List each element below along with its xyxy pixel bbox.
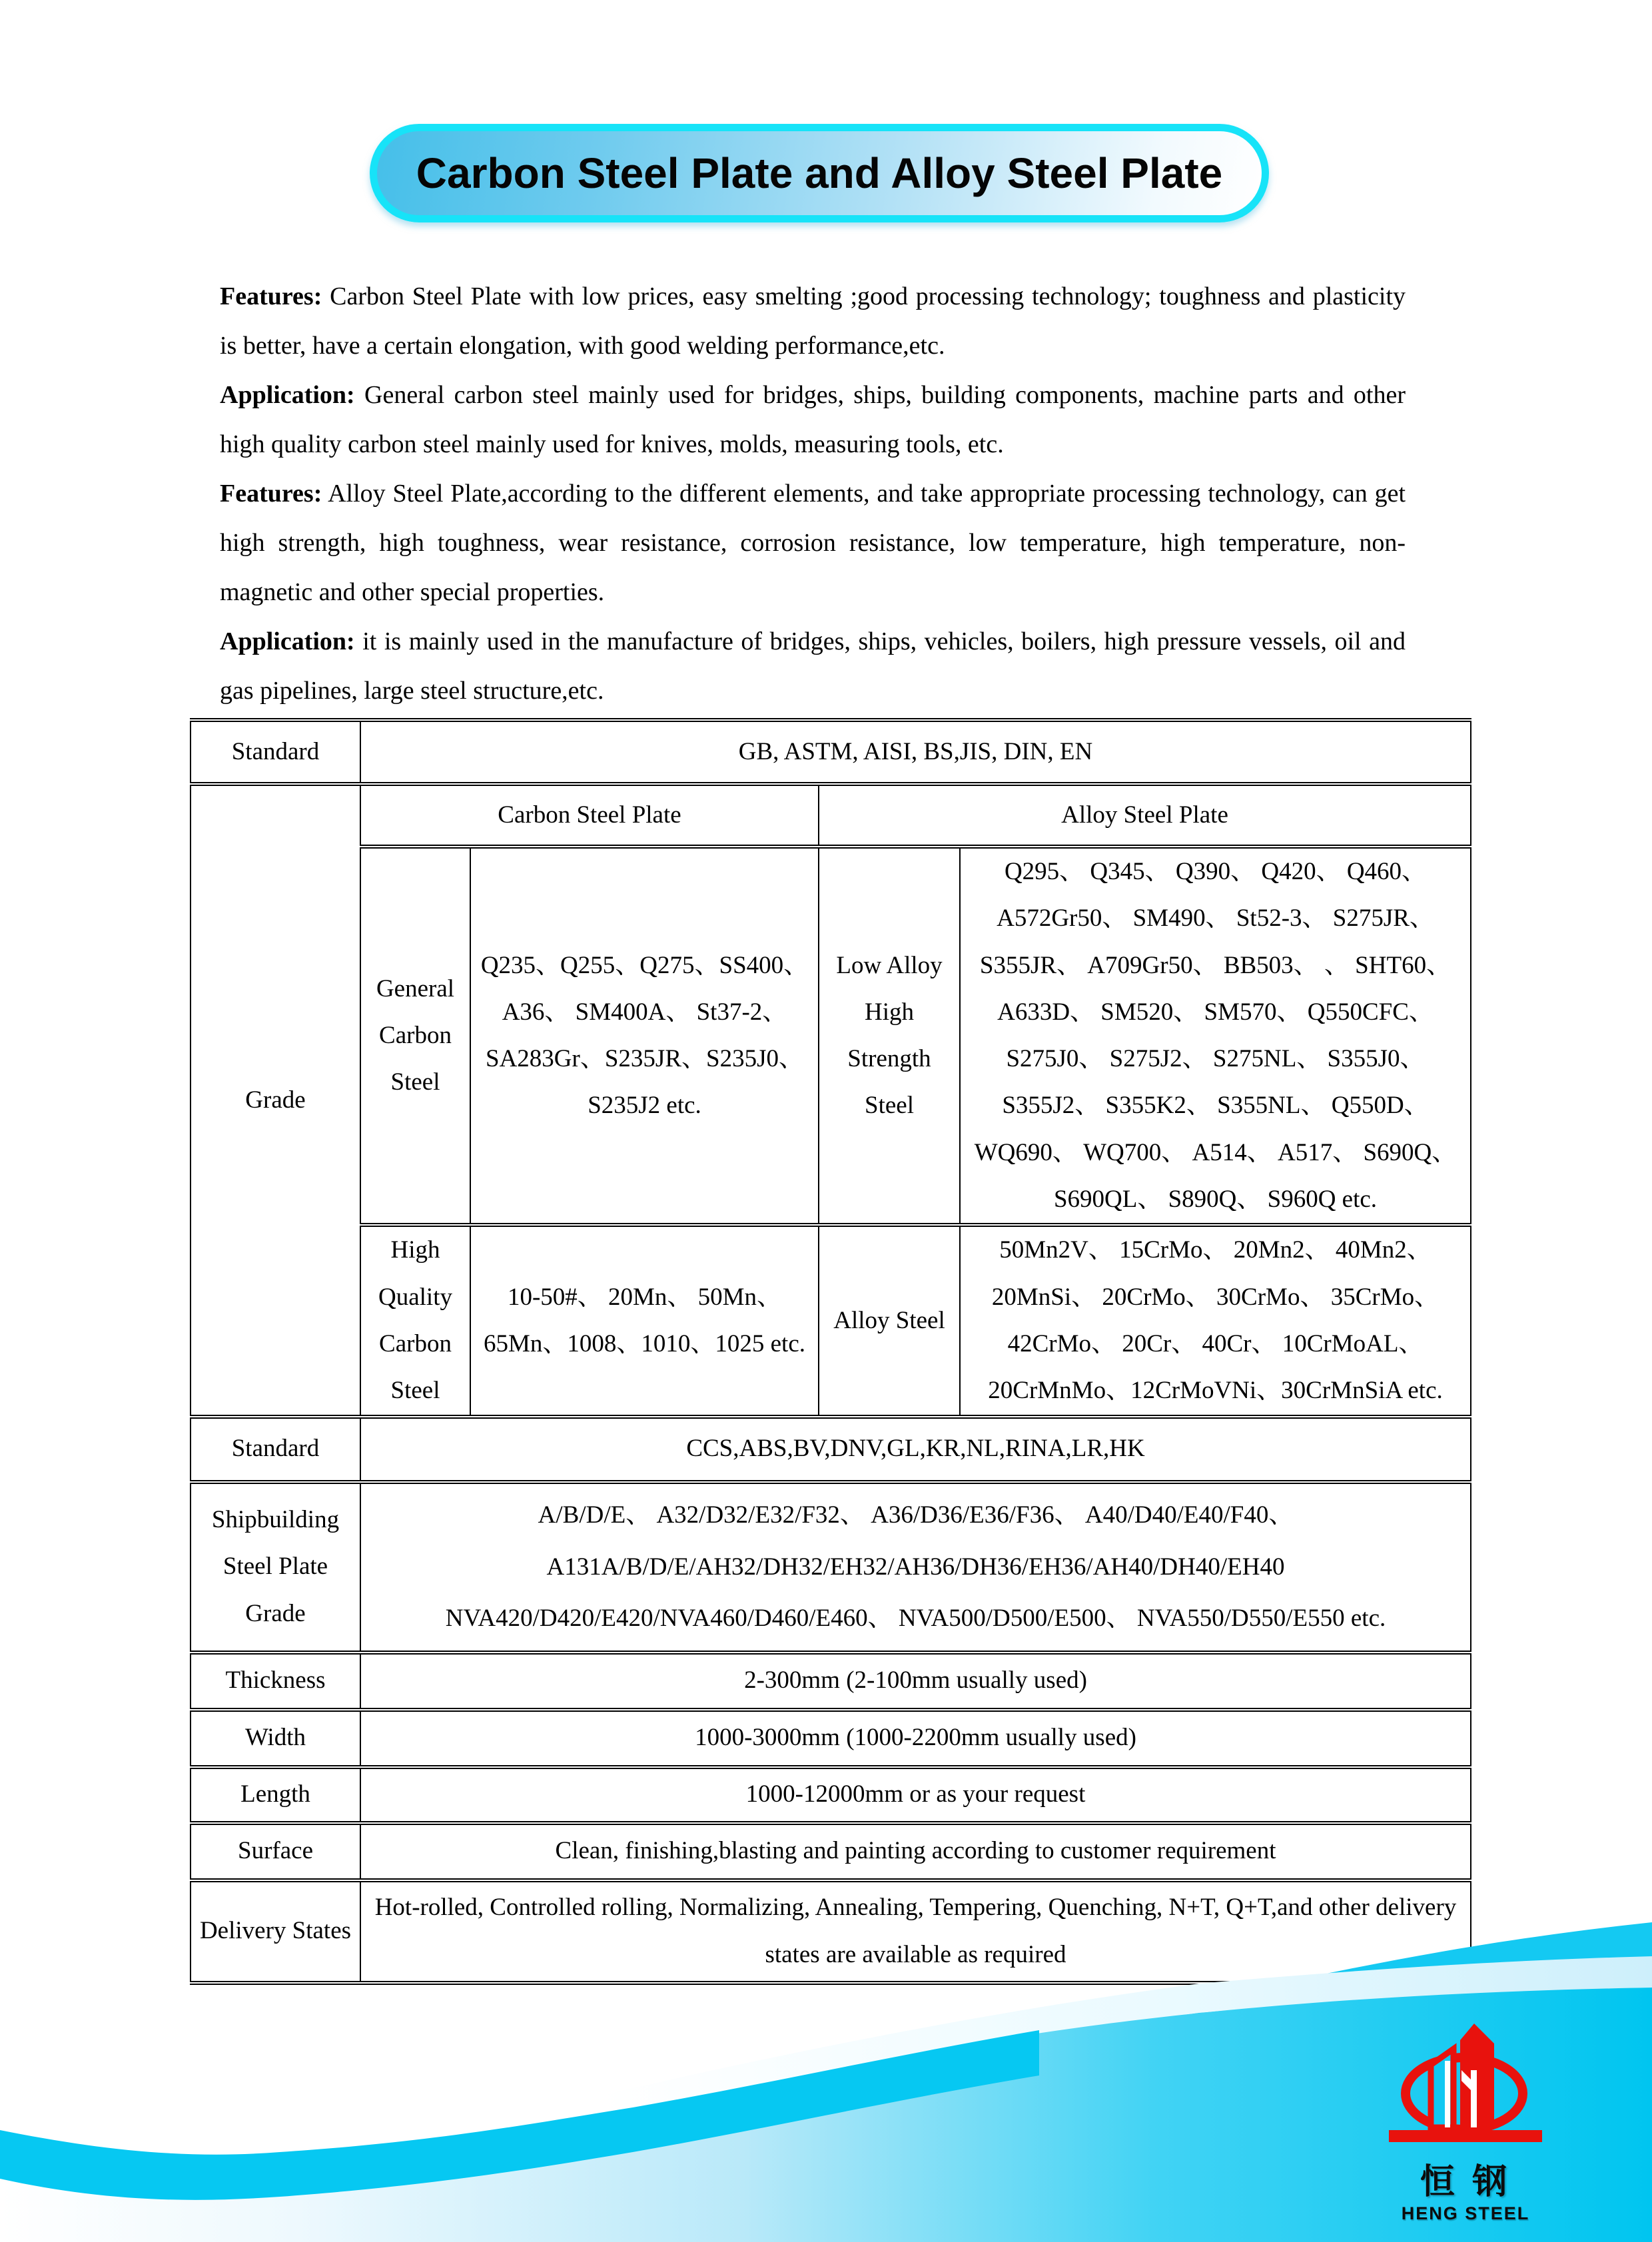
- spec-table-grid: [190, 718, 1471, 1985]
- emblem-bar: [1389, 2130, 1542, 2142]
- logo-chinese-text: 恒 钢: [1420, 2163, 1511, 2201]
- low-alloy-type-cell: Low Alloy High Strength Steel: [819, 847, 960, 1225]
- shipbuilding-line: A/B/D/E、 A32/D32/E32/F32、 A36/D36/E36/F36、 A40/D40/E40/F40、: [538, 1501, 1294, 1529]
- length-label-cell: Length: [191, 1767, 360, 1823]
- width-label-cell: Width: [191, 1710, 360, 1767]
- standard-label-cell: Standard: [191, 720, 360, 784]
- high-quality-type-cell: High Quality Carbon Steel: [360, 1225, 470, 1416]
- length-value-cell: 1000-12000mm or as your request: [360, 1767, 1471, 1823]
- alloy-steel-type-cell: Alloy Steel: [819, 1225, 960, 1416]
- shipbuilding-line: NVA420/D420/E420/NVA460/D460/E460、 NVA500/D500/E500、 NVA550/D550/E550 etc.: [445, 1605, 1386, 1633]
- class-standard-label-cell: Standard: [191, 1417, 360, 1482]
- paragraph-application-alloy: [220, 617, 1406, 715]
- shipbuilding-label-cell: Shipbuilding Steel Plate Grade: [191, 1482, 360, 1653]
- table-row-shipbuilding: [191, 1482, 1471, 1653]
- intro-paragraphs: [220, 272, 1406, 715]
- class-standard-value-cell: CCS,ABS,BV,DNV,GL,KR,NL,RINA,LR,HK: [360, 1417, 1471, 1482]
- shipbuilding-value-cell: [360, 1482, 1471, 1653]
- paragraph-text: General carbon steel mainly used for bridges, ships, building components, machine parts and other high quality carbon steel mainly used for knives, molds, measuring tools, etc.: [220, 381, 1406, 458]
- table-row-class-standard: [191, 1417, 1471, 1482]
- paragraph-text: it is mainly used in the manufacture of bridges, ships, vehicles, boilers, high pressure vessels, oil and gas pipelines, large steel structure,etc.: [220, 627, 1406, 705]
- emblem-tall-window: [1471, 2070, 1477, 2127]
- thickness-label-cell: Thickness: [191, 1653, 360, 1710]
- alloy-header-cell: Alloy Steel Plate: [819, 784, 1471, 847]
- company-logo: [1379, 2012, 1552, 2224]
- paragraph-features-alloy: [220, 469, 1406, 617]
- logo-english-text: HENG STEEL: [1401, 2203, 1530, 2223]
- table-row-length: [191, 1767, 1471, 1823]
- surface-value-cell: Clean, finishing,blasting and painting according to customer requirement: [360, 1823, 1471, 1880]
- width-value-cell: 1000-3000mm (1000-2200mm usually used): [360, 1710, 1471, 1767]
- page-title: Carbon Steel Plate and Alloy Steel Plate: [416, 149, 1223, 197]
- paragraph-text: Carbon Steel Plate with low prices, easy smelting ;good processing technology; toughness and plasticity is better, have a certain elongation, with good welding performance,etc.: [220, 282, 1406, 360]
- table-row-thickness: [191, 1653, 1471, 1710]
- thickness-value-cell: 2-300mm (2-100mm usually used): [360, 1653, 1471, 1710]
- paragraph-features-carbon: [220, 272, 1406, 370]
- table-row-general-carbon: [191, 847, 1471, 1225]
- low-alloy-grades-cell: Q295、 Q345、 Q390、 Q420、 Q460、 A572Gr50、 SM490、 St52-3、 S275JR、 S355JR、 A709Gr50、 BB503、 、 SHT60、 A633D、 SM520、 SM570、 Q550CFC、 S275J0、 S275J2、 S275NL、 S355J0、 S355J2、 S355K2、 S355NL、 Q550D、 WQ690、 WQ700、 A514、 A517、 S690Q、 S690QL、 S890Q、 S960Q etc.: [960, 847, 1471, 1225]
- general-carbon-type-cell: General Carbon Steel: [360, 847, 470, 1225]
- alloy-steel-grades-cell: 50Mn2V、 15CrMo、 20Mn2、 40Mn2、 20MnSi、 20CrMo、 30CrMo、 35CrMo、 42CrMo、 20Cr、 40Cr、 10CrMoAL、 20CrMnMo、12CrMoVNi、30CrMnSiA etc.: [960, 1225, 1471, 1416]
- high-quality-grades-cell: 10-50#、 20Mn、 50Mn、 65Mn、1008、1010、1025 etc.: [470, 1225, 819, 1416]
- surface-label-cell: Surface: [191, 1823, 360, 1880]
- table-row-surface: [191, 1823, 1471, 1880]
- carbon-header-cell: Carbon Steel Plate: [360, 784, 819, 847]
- delivery-label-cell: Delivery States: [191, 1880, 360, 1983]
- paragraph-text: Alloy Steel Plate,according to the different elements, and take appropriate processing technology, can get high strength, high toughness, wear resistance, corrosion resistance, low temperature, high temperature, non-magnetic and other special properties.: [220, 480, 1406, 606]
- paragraph-lead: Application:: [220, 381, 355, 409]
- table-row-high-quality-carbon: [191, 1225, 1471, 1416]
- shipbuilding-line: A131A/B/D/E/AH32/DH32/EH32/AH36/DH36/EH36/AH40/DH40/EH40: [546, 1553, 1285, 1581]
- grade-label-cell: Grade: [191, 784, 360, 1417]
- heng-steel-emblem-icon: [1379, 2012, 1552, 2145]
- paragraph-application-carbon: [220, 370, 1406, 469]
- title-banner: [370, 124, 1269, 222]
- paragraph-lead: Application:: [220, 627, 355, 655]
- standard-value-cell: GB, ASTM, AISI, BS,JIS, DIN, EN: [360, 720, 1471, 784]
- delivery-value-cell: Hot-rolled, Controlled rolling, Normalizing, Annealing, Tempering, Quenching, N+T, Q+T,and other delivery states are available as required: [360, 1880, 1471, 1983]
- paragraph-lead: Features:: [220, 480, 322, 508]
- table-row-width: [191, 1710, 1471, 1767]
- paragraph-lead: Features:: [220, 282, 322, 310]
- general-carbon-grades-cell: Q235、Q255、Q275、SS400、 A36、 SM400A、 St37-2、 SA283Gr、S235JR、S235J0、 S235J2 etc.: [470, 847, 819, 1225]
- table-row-grade-headers: [191, 784, 1471, 847]
- table-row-standard: [191, 720, 1471, 784]
- emblem-left-window: [1445, 2061, 1450, 2127]
- spec-table: [190, 718, 1471, 1985]
